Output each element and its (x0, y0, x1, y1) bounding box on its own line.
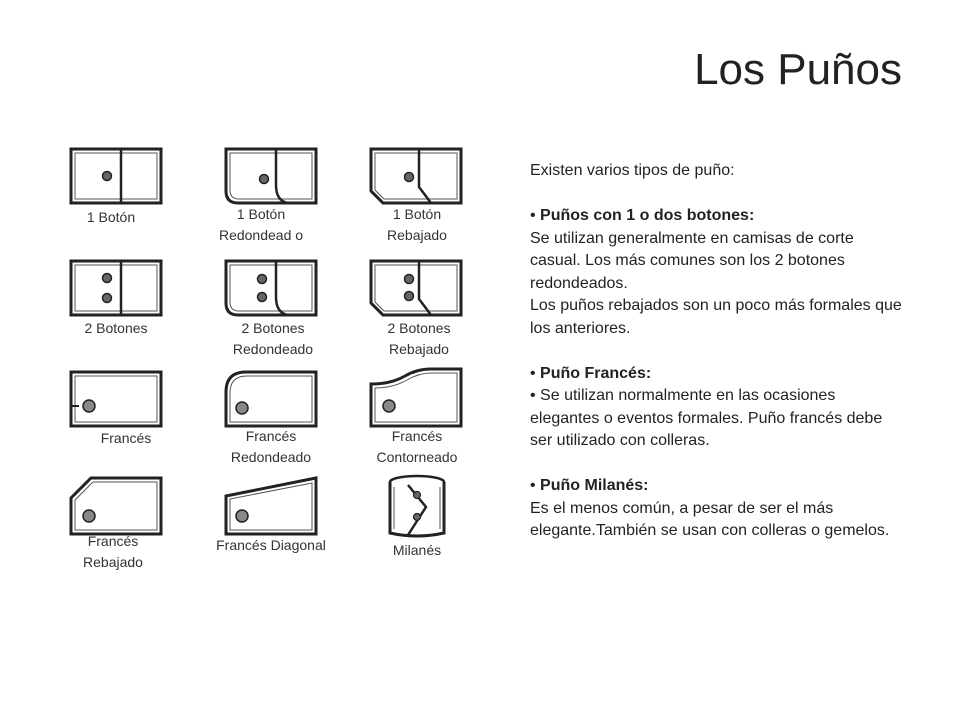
cuff-label: Francés Rebajado (83, 533, 143, 570)
section-body: Es el menos común, a pesar de ser el más elegante.También se usan con colleras o gemelos. (530, 499, 890, 539)
cuff-french-rounded-icon (224, 370, 318, 428)
cuff-label: Francés Contorneado (376, 428, 458, 465)
cuff-2-buttons-mitered-icon (369, 259, 463, 317)
slide-title: Los Puños (694, 45, 902, 94)
section-heading-text: Puños con 1 o dos botones: (540, 207, 755, 224)
section-heading: • Puño Milanés: (530, 477, 649, 494)
cuff-2-buttons-rounded-icon (224, 259, 318, 317)
cuff-french-square-icon (69, 370, 163, 428)
cuff-1-button-rounded-icon (224, 147, 318, 205)
section-heading-text: Puño Milanés: (540, 477, 649, 494)
cuff-french-diagonal-icon (224, 476, 318, 536)
section-heading: • Puños con 1 o dos botones: (530, 207, 755, 224)
cuff-1-button-square-icon (69, 147, 163, 205)
cuff-label: 2 Botones Redondeado (232, 320, 314, 357)
cuff-label: 1 Botón (86, 209, 136, 225)
description-text (530, 160, 908, 543)
cuff-label: 2 Botones (84, 320, 148, 336)
section-heading: • Puño Francés: (530, 364, 652, 382)
section-body: Se utilizan generalmente en camisas de corte casual. Los más comunes son los 2 botones redondeados. (530, 229, 854, 292)
section-heading-text: Puño Francés: (540, 364, 652, 382)
cuff-french-contoured-icon (369, 366, 463, 428)
cuff-label: Francés (100, 430, 152, 446)
cuff-label: Francés Diagonal (216, 537, 326, 553)
cuff-2-buttons-square-icon (69, 259, 163, 317)
cuff-label: 1 Botón Redondead o (218, 206, 304, 243)
cuff-french-mitered-icon (69, 476, 163, 536)
section-body: • Se utilizan normalmente en las ocasiones elegantes o eventos formales. Puño francés debe ser utilizado con colleras. (530, 387, 883, 449)
cuff-1-button-mitered-icon (369, 147, 463, 205)
cuff-milanese-icon (386, 473, 448, 539)
intro-text: Existen varios tipos de puño: (530, 162, 735, 179)
cuff-label: 1 Botón Rebajado (387, 206, 447, 243)
cuff-label: Francés Redondeado (230, 428, 312, 465)
section-body: Los puños rebajados son un poco más formales que los anteriores. (530, 297, 902, 337)
cuff-label: 2 Botones Rebajado (387, 320, 451, 357)
cuff-label: Milanés (392, 542, 442, 558)
